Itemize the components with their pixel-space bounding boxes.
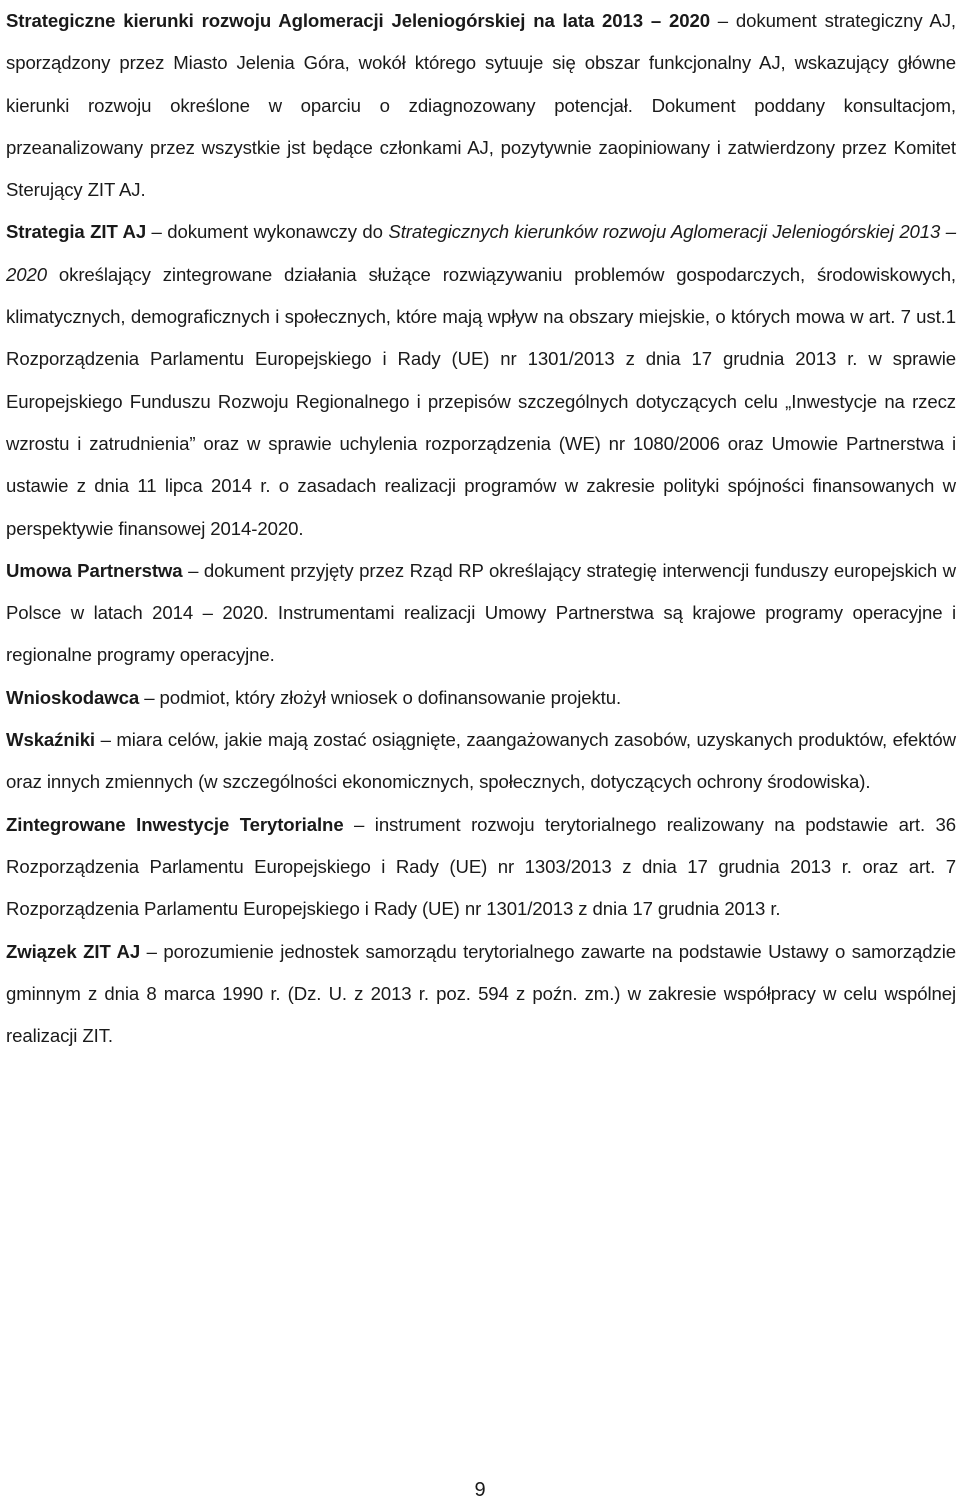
page-number: 9 <box>474 1479 486 1501</box>
entry-text: – miara celów, jakie mają zostać osiągnięte, zaangażowanych zasobów, uzyskanych produktów, efektów oraz innych zmiennych (w szczególności ekonomicznych, społecznych, dotyczących ochrony środowiska). <box>6 729 956 793</box>
entry-text: – dokument przyjęty przez Rząd RP określający strategię interwencji funduszy europejskich w Polsce w latach 2014 – 2020. Instrumentami realizacji Umowy Partnerstwa są krajowe programy operacyjne i regionalne programy operacyjne. <box>6 559 957 666</box>
entry-term: Wskaźniki <box>6 729 96 751</box>
entry-strategia-zit <box>6 211 956 549</box>
entry-text: określający zintegrowane działania służące rozwiązywaniu problemów gospodarczych, środowiskowych, klimatycznych, demograficznych i społecznych, które mają wpływ na obszary miejskie, o których mowa w art. 7 ust.1 Rozporządzenia Parlamentu Europejskiego i Rady (UE) nr 1301/2013 z dnia 17 grudnia 2013 r. w sprawie Europejskiego Funduszu Rozwoju Regionalnego i przepisów szczególnych dotyczących celu „Inwestycje na rzecz wzrostu i zatrudnienia” oraz w sprawie uchylenia rozporządzenia (WE) nr 1080/2006 oraz Umowie Partnerstwa i ustawie z dnia 11 lipca 2014 r. o zasadach realizacji programów w zakresie polityki spójności finansowanych w perspektywie finansowej 2014-2020. <box>6 263 956 539</box>
entry-wnioskodawca <box>6 677 956 719</box>
entry-text: – dokument strategiczny AJ, sporządzony przez Miasto Jelenia Góra, wokół którego sytuuje się obszar funkcjonalny AJ, wskazujący główne kierunki rozwoju określone w oparciu o zdiagnozowany potencjał. Dokument poddany konsultacjom, przeanalizowany przez wszystkie jst będące członkami AJ, pozytywnie zaopiniowany i zatwierdzony przez Komitet Sterujący ZIT AJ. <box>6 10 957 201</box>
entry-zit <box>6 804 956 931</box>
entry-term: Zintegrowane Inwestycje Terytorialne <box>6 813 344 835</box>
document-body <box>6 0 956 1057</box>
entry-term: Strategia ZIT AJ <box>6 221 147 243</box>
entry-text: – instrument rozwoju terytorialnego realizowany na podstawie art. 36 Rozporządzenia Parlamentu Europejskiego i Rady (UE) nr 1303/2013 z dnia 17 grudnia 2013 r. oraz art. 7 Rozporządzenia Parlamentu Europejskiego i Rady (UE) nr 1301/2013 z dnia 17 grudnia 2013 r. <box>6 813 957 920</box>
entry-term: Związek ZIT AJ <box>6 940 141 962</box>
entry-text: – podmiot, który złożył wniosek o dofinansowanie projektu. <box>139 686 622 708</box>
entry-italic-title: Strategicznych kierunków rozwoju Aglomeracji Jeleniogórskiej 2013 – 2020 <box>6 221 956 285</box>
entry-text: – dokument wykonawczy do <box>146 221 389 243</box>
entry-umowa-partnerstwa <box>6 550 956 677</box>
entry-term: Strategiczne kierunki rozwoju Aglomeracji Jeleniogórskiej na lata 2013 – 2020 <box>6 10 710 31</box>
entry-term: Umowa Partnerstwa <box>6 559 183 581</box>
entry-zwiazek-zit <box>6 931 956 1058</box>
entry-strategiczne-kierunki <box>6 0 956 211</box>
entry-text: – porozumienie jednostek samorządu terytorialnego zawarte na podstawie Ustawy o samorządzie gminnym z dnia 8 marca 1990 r. (Dz. U. z 2013 r. poz. 594 z poźn. zm.) w zakresie współpracy w celu wspólnej realizacji ZIT. <box>6 940 957 1047</box>
entry-wskazniki <box>6 719 956 804</box>
entry-term: Wnioskodawca <box>6 686 140 708</box>
